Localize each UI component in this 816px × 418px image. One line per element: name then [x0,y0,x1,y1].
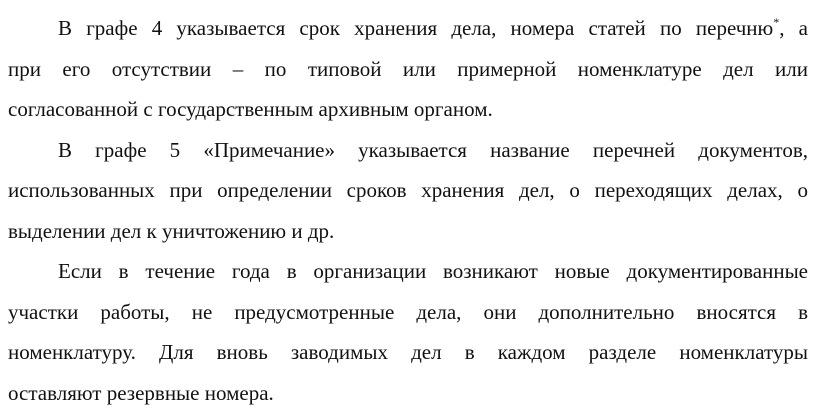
text-line: номенклатуру. Для вновь заводимых дел в каждом разделе номенклатуры [8,340,808,364]
paragraph-column-4 [8,8,808,130]
text-line-tail: , а [779,16,809,40]
text-line: Если в течение года в организации возникают новые документированные [58,259,808,283]
text-line: согласованной с государственным архивным органом. [8,97,493,121]
text-line: выделении дел к уничтожению и др. [8,218,335,243]
paragraph-new-documents [8,251,808,413]
footnote-marker: * [773,15,780,29]
text-line [8,8,808,49]
text-line: участки работы, не предусмотренные дела, они дополнительно вносятся в [8,299,808,324]
text-line: В графе 5 «Примечание» указывается название перечней документов, [58,137,808,162]
document-body [8,8,808,413]
text-line-content: В графе 4 указывается срок хранения дела, номера статей по перечню [58,16,774,40]
text-line: при его отсутствии – по типовой или примерной номенклатуре дел или [8,56,808,81]
text-line: использованных при определении сроков хранения дел, о переходящих делах, о [8,178,808,202]
paragraph-column-5 [8,130,808,252]
text-line: оставляют резервные номера. [8,380,274,405]
